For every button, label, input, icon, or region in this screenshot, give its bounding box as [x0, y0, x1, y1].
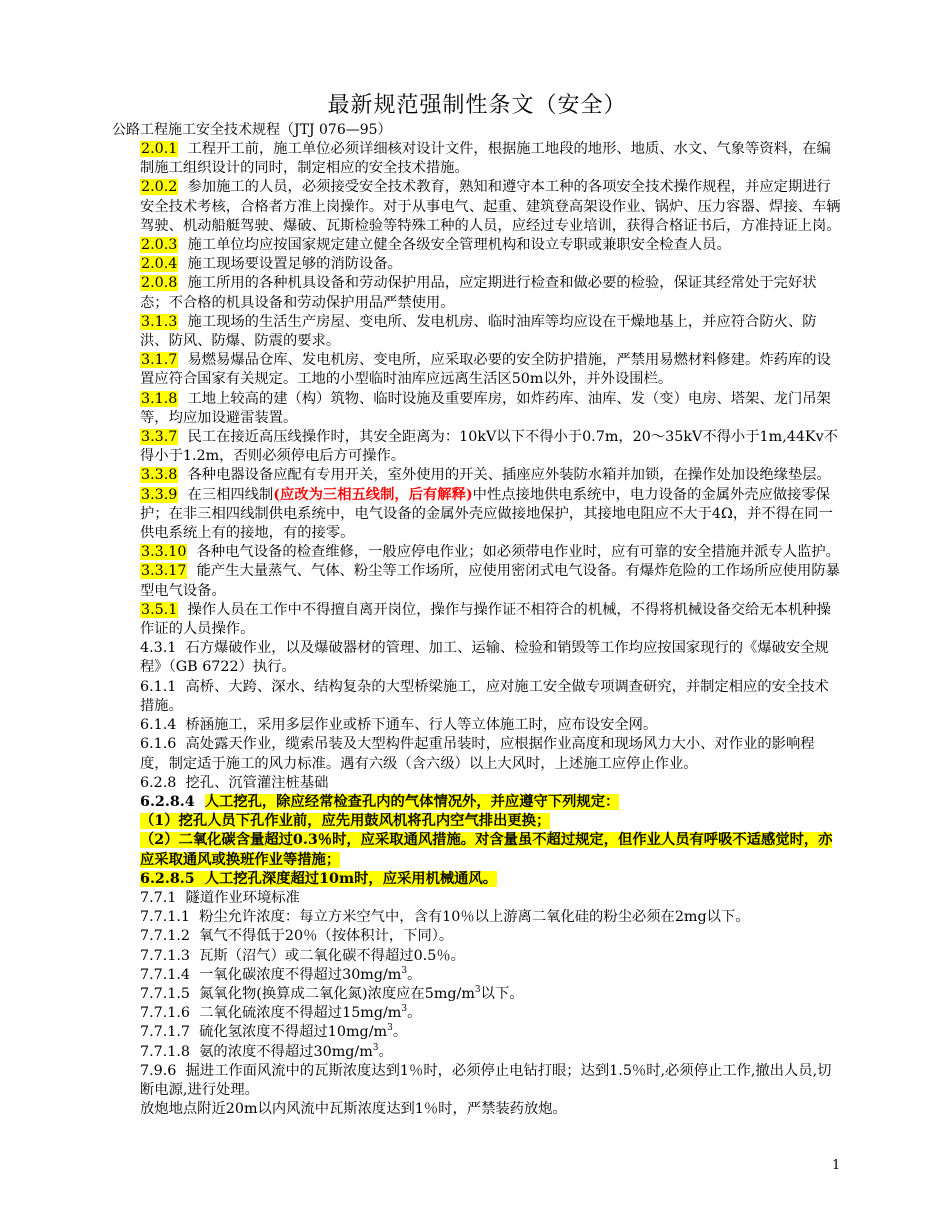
clause-number: 3.3.8 — [141, 467, 178, 484]
clause-2-0-2 — [112, 178, 842, 236]
clause-number: 6.2.8.4 — [140, 793, 195, 810]
clause-number: 7.7.1.2 — [140, 928, 191, 945]
clause-number: 6.1.1 — [140, 678, 177, 695]
clause-text: 施工所用的各种机具设备和劳动保护用品，应定期进行检查和做必要的检验，保证其经常处于完好状态；不合格的机具设备和劳动保护用品严禁使用。 — [140, 275, 817, 311]
clause-number: 2.0.8 — [141, 275, 178, 292]
page-title: 最新规范强制性条文（安全） — [327, 93, 627, 118]
clause-2-0-3 — [112, 236, 842, 255]
clause-number: 2.0.2 — [141, 179, 178, 196]
clause-text: 各种电气设备的检查维修，一般应停电作业；如必须带电作业时，应有可靠的安全措施并派专人监护。 — [196, 544, 840, 561]
clause-7-7-1-3 — [112, 947, 842, 966]
clause-7-7-1-2 — [112, 927, 842, 946]
clause-number: 3.3.7 — [141, 429, 178, 446]
clause-text: 桥涵施工，采用多层作业或桥下通车、行人等立体施工时，应布设安全网。 — [185, 717, 658, 734]
clause-text: 工地上较高的建（构）筑物、临时设施及重要库房，如炸药库、油库、发（变）电房、塔架、龙门吊架等，均应加设避雷装置。 — [140, 390, 831, 426]
clause-blasting-note — [112, 1100, 842, 1119]
clause-tail: 。 — [392, 1024, 408, 1041]
clause-6-1-1 — [112, 678, 842, 716]
clause-number: 7.7.1.1 — [140, 909, 191, 926]
clause-7-7-1 — [112, 889, 842, 908]
clause-7-7-1-5 — [112, 985, 842, 1004]
revision-note: (应改为三相五线制，后有解释) — [273, 486, 473, 503]
clause-text: 在三相四线制 — [187, 486, 274, 503]
clause-3-3-8 — [112, 466, 842, 485]
clause-tail: 。 — [378, 1043, 393, 1060]
clause-6-1-6 — [112, 735, 842, 773]
clause-text: 能产生大量蒸气、气体、粉尘等工作场所，应使用密闭式电气设备。有爆炸危险的工作场所应使用防暴型电气设备。 — [140, 563, 840, 599]
page-number: 1 — [832, 1158, 841, 1173]
clause-text: 施工现场要设置足够的消防设备。 — [187, 256, 402, 273]
clause-text: 各种电器设备应配有专用开关，室外使用的开关、插座应外装防水箱并加锁，在操作处加设绝缘垫层。 — [187, 467, 831, 484]
clause-3-1-7 — [112, 351, 842, 389]
clause-2-0-8 — [112, 274, 842, 312]
clause-number: 3.5.1 — [141, 601, 178, 618]
clause-sub-item-1 — [112, 812, 842, 831]
clause-number: 7.7.1.8 — [140, 1043, 191, 1060]
clause-tail: 以下。 — [480, 985, 524, 1002]
clause-number: 6.2.8 — [140, 774, 177, 791]
clause-number: 2.0.4 — [141, 256, 178, 273]
clause-text: 粉尘允许浓度：每立方米空气中，含有10％以上游离二氧化硅的粉尘必须在2mg以下。 — [199, 909, 750, 926]
clause-text: 施工现场的生活生产房屋、变电所、发电机房、临时油库等均应设在干燥地基上，并应符合防火、防洪、防风、防爆、防震的要求。 — [140, 313, 817, 350]
superscript: 3 — [401, 965, 408, 976]
clause-text: （2）二氧化碳含量超过0.3％时，应采取通风措施。对含量虽不超过规定，但作业人员有呼吸不适感觉时，亦应采取通风或换班作业等措施； — [140, 832, 833, 868]
clause-text: 放炮地点附近20m以内风流中瓦斯浓度达到1％时，严禁装药放炮。 — [140, 1101, 567, 1118]
clause-tail: 。 — [407, 1005, 422, 1022]
clause-text: 人工挖孔，除应经常检查孔内的气体情况外，并应遵守下列规定： — [204, 793, 620, 810]
clause-text: 挖孔、沉管灌注桩基础 — [185, 774, 329, 791]
clause-3-3-9 — [112, 486, 842, 544]
clause-number: 6.2.8.5 — [140, 870, 195, 887]
clause-7-7-1-6 — [112, 1004, 842, 1023]
clause-tail: 。 — [407, 966, 422, 983]
clause-number: 3.1.8 — [141, 390, 178, 407]
clause-number: 7.7.1.3 — [140, 947, 191, 964]
clause-3-3-7 — [112, 428, 842, 466]
clause-text: 石方爆破作业，以及爆破器材的管理、加工、运输、检验和销毁等工作均应按国家现行的《爆破安全规程》（GB 6722）执行。 — [140, 640, 829, 676]
clause-6-2-8-5 — [112, 870, 842, 889]
clause-text: （1）挖孔人员下孔作业前，应先用鼓风机将孔内空气排出更换； — [140, 813, 551, 830]
clause-number: 3.1.3 — [141, 313, 178, 330]
clause-text: 氮氧化物(换算成二氧化氮)浓度应在5mg/m — [199, 985, 475, 1002]
clause-number: 3.3.9 — [141, 486, 178, 503]
clause-number: 6.1.6 — [140, 736, 177, 753]
clause-2-0-1 — [112, 140, 842, 178]
clause-number: 7.7.1.7 — [140, 1024, 191, 1041]
superscript: 3 — [387, 1023, 393, 1034]
document-page — [112, 92, 842, 1119]
clause-number: 4.3.1 — [140, 640, 177, 657]
clause-number: 3.3.17 — [141, 563, 187, 580]
clause-7-7-1-4 — [112, 966, 842, 985]
superscript: 3 — [372, 1042, 379, 1053]
clause-text: 高桥、大跨、深水、结构复杂的大型桥梁施工，应对施工安全做专项调查研究，并制定相应的安全技术措施。 — [140, 678, 829, 714]
superscript: 3 — [401, 1004, 408, 1015]
clause-text: 二氧化硫浓度不得超过15mg/m — [199, 1005, 402, 1022]
clause-text: 硫化氢浓度不得超过10mg/m — [199, 1024, 388, 1041]
clause-3-1-3 — [112, 313, 842, 351]
clause-number: 3.3.10 — [141, 544, 187, 561]
clause-number: 7.7.1.5 — [140, 985, 191, 1002]
clause-number: 7.7.1.4 — [140, 966, 191, 983]
clause-7-9-6 — [112, 1062, 842, 1100]
clause-3-3-10 — [112, 543, 842, 562]
clause-text: 瓦斯（沼气）或二氧化碳不得超过0.5％。 — [199, 947, 465, 964]
clause-3-1-8 — [112, 390, 842, 428]
clause-7-7-1-1 — [112, 908, 842, 927]
clause-text: 参加施工的人员，必须接受安全技术教育，熟知和遵守本工种的各项安全技术操作规程，并应定期进行安全技术考核，合格者方准上岗操作。对于从事电气、起重、建筑登高架设作业、锅炉、压力容器、焊接、车辆驾驶、机动船艇驾驶、爆破、瓦斯检验等特殊工种的人员，应经过专业培训，获得合格证书后，方准持证上岗。 — [140, 179, 841, 234]
clause-number: 7.7.1 — [140, 889, 177, 906]
clause-6-2-8 — [112, 774, 842, 793]
clause-3-5-1 — [112, 601, 842, 639]
clause-text: 隧道作业环境标准 — [185, 889, 300, 906]
clause-7-7-1-7 — [112, 1023, 842, 1042]
clause-text: 氧气不得低于20％（按体积计，下同）。 — [199, 928, 454, 945]
clause-text: 掘进工作面风流中的瓦斯浓度达到1％时，必须停止电钻打眼；达到1.5％时,必须停止工作,撤出人员,切断电源,进行处理。 — [140, 1062, 832, 1098]
clause-text-continued: 中性点接地供电系统中，电力设备的金属外壳应做接零保护；在非三相四线制供电系统中，电气设备的金属外壳应做接地保护，其接地电阻应不大于4Ω，并不得在同一供电系统上有的接地，有的接零。 — [140, 486, 833, 542]
clause-7-7-1-8 — [112, 1043, 842, 1062]
clause-text: 施工单位均应按国家规定建立健全各级安全管理机构和设立专职或兼职安全检查人员。 — [187, 237, 731, 254]
clause-text: 人工挖孔深度超过10m时，应采用机械通风。 — [204, 870, 498, 887]
clause-text: 民工在接近高压线操作时，其安全距离为：10kV以下不得小于0.7m，20～35kV不得小于1m,44Kv不得小于1.2m，否则必须停电后方可操作。 — [140, 429, 838, 465]
clause-text: 一氧化碳浓度不得超过30mg/m — [199, 966, 402, 983]
clause-3-3-17 — [112, 562, 842, 600]
superscript: 3 — [474, 985, 481, 996]
clause-sub-item-2 — [112, 831, 842, 869]
clause-number: 7.7.1.6 — [140, 1005, 191, 1022]
clause-2-0-4 — [112, 255, 842, 274]
clause-text: 高处露天作业，缆索吊装及大型构件起重吊装时，应根据作业高度和现场风力大小、对作业的影响程度，制定适于施工的风力标准。遇有六级（含六级）以上大风时，上述施工应停止作业。 — [140, 736, 815, 772]
clause-number: 6.1.4 — [140, 717, 177, 734]
clause-number: 7.9.6 — [140, 1062, 177, 1079]
clause-number: 2.0.3 — [141, 237, 178, 254]
clause-number: 3.1.7 — [141, 352, 178, 369]
clause-text: 氨的浓度不得超过30mg/m — [199, 1043, 373, 1060]
clause-4-3-1 — [112, 639, 842, 677]
clause-6-1-4 — [112, 716, 842, 735]
document-subtitle: 公路工程施工安全技术规程（JTJ 076—95） — [112, 122, 392, 138]
clause-text: 操作人员在工作中不得擅自离开岗位，操作与操作证不相符合的机械，不得将机械设备交给无本机种操作证的人员操作。 — [140, 601, 831, 638]
clause-text: 易燃易爆品仓库、发电机房、变电所，应采取必要的安全防护措施，严禁用易燃材料修建。炸药库的设置应符合国家有关规定。工地的小型临时油库应远离生活区50m以外，并外设围栏。 — [140, 352, 831, 388]
clause-text: 工程开工前，施工单位必须详细核对设计文件，根据施工地段的地形、地质、水文、气象等资料，在编制施工组织设计的同时，制定相应的安全技术措施。 — [140, 141, 831, 177]
clause-6-2-8-4 — [112, 793, 842, 812]
clause-number: 2.0.1 — [141, 141, 178, 157]
